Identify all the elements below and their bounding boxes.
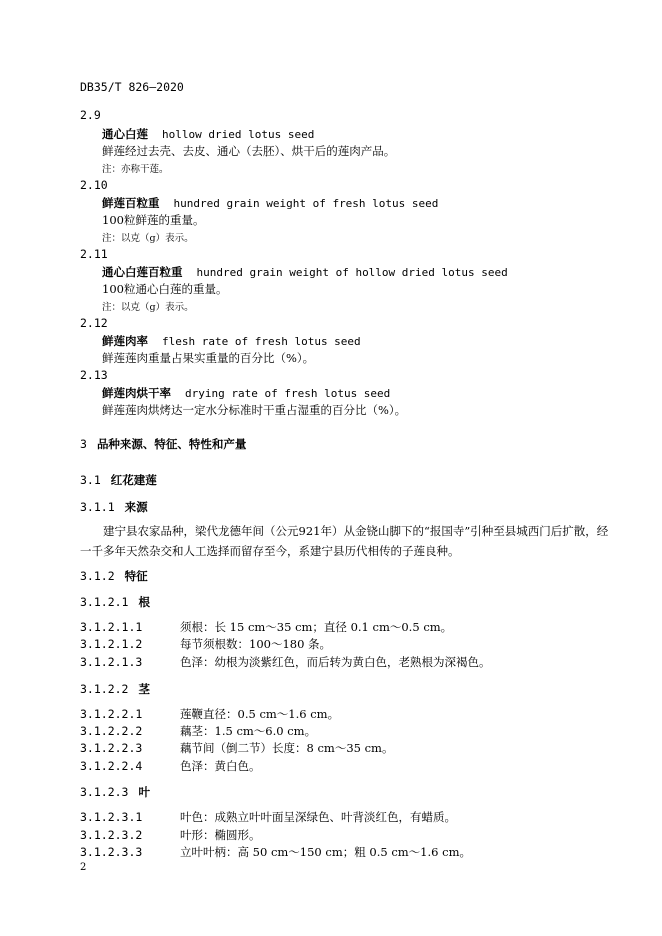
document-id: DB35/T 826—2020 <box>80 80 184 94</box>
list-item <box>80 619 452 635</box>
page-number: 2 <box>80 862 87 873</box>
term-number: 2.13 <box>80 368 108 382</box>
term-chinese: 鲜莲肉率 <box>102 334 148 348</box>
subsection-heading <box>80 499 148 515</box>
section-title: 茎 <box>138 682 150 696</box>
item-number: 3.1.2.3.3 <box>80 845 143 859</box>
section-title: 来源 <box>124 500 148 514</box>
list-item <box>80 809 456 825</box>
item-text: 藕茎：1.5 cm～6.0 cm。 <box>180 724 317 738</box>
item-text: 色泽：幼根为淡紫红色，而后转为黄白色，老熟根为深褐色。 <box>180 655 491 669</box>
subsection-heading <box>80 681 150 697</box>
term-definition: 100粒通心白莲的重量。 <box>102 282 228 296</box>
subsection-heading <box>80 784 150 800</box>
list-item <box>80 827 261 843</box>
item-text: 色泽：黄白色。 <box>180 759 261 773</box>
term-chinese: 通心白莲 <box>102 127 148 141</box>
term-note: 注：以克（g）表示。 <box>102 302 194 313</box>
item-number: 3.1.2.2.1 <box>80 707 143 721</box>
term-title <box>102 195 438 211</box>
section-title: 叶 <box>138 785 150 799</box>
item-text: 每节须根数：100～180 条。 <box>180 637 332 651</box>
item-number: 3.1.2.2.2 <box>80 724 143 738</box>
term-note: 注：亦称干莲。 <box>102 164 169 175</box>
term-title <box>102 385 390 401</box>
item-text: 立叶叶柄：高 50 cm～150 cm；粗 0.5 cm～1.6 cm。 <box>180 845 471 859</box>
item-text: 莲鞭直径：0.5 cm～1.6 cm。 <box>180 707 340 721</box>
subsection-heading <box>80 472 157 488</box>
item-number: 3.1.2.1.3 <box>80 655 143 669</box>
term-title <box>102 333 361 349</box>
list-item <box>80 723 316 739</box>
term-definition: 100粒鲜莲的重量。 <box>102 213 205 227</box>
term-english: hollow dried lotus seed <box>162 128 315 141</box>
item-number: 3.1.2.3.1 <box>80 810 143 824</box>
term-english: hundred grain weight of hollow dried lotus seed <box>196 266 508 279</box>
term-title <box>102 126 314 142</box>
section-number: 3.1.1 <box>80 500 115 514</box>
item-number: 3.1.2.1.2 <box>80 637 143 651</box>
term-definition: 鲜莲莲肉重量占果实重量的百分比（%）。 <box>102 351 315 365</box>
term-number: 2.10 <box>80 178 108 192</box>
term-number: 2.11 <box>80 247 108 261</box>
term-note: 注：以克（g）表示。 <box>102 233 194 244</box>
subsection-heading <box>80 594 150 610</box>
item-text: 叶色：成熟立叶叶面呈深绿色、叶背淡红色，有蜡质。 <box>180 810 456 824</box>
item-text: 藕节间（倒二节）长度：8 cm～35 cm。 <box>180 741 394 755</box>
term-title <box>102 264 508 280</box>
term-definition: 鲜莲莲肉烘烤达一定水分标准时干重占湿重的百分比（%）。 <box>102 403 407 417</box>
section-title: 根 <box>138 595 150 609</box>
list-item <box>80 844 471 860</box>
term-english: flesh rate of fresh lotus seed <box>162 335 361 348</box>
list-item <box>80 758 261 774</box>
term-chinese: 通心白莲百粒重 <box>102 265 183 279</box>
term-number: 2.12 <box>80 316 108 330</box>
term-number: 2.9 <box>80 108 101 122</box>
section-title: 品种来源、特征、特性和产量 <box>96 437 247 451</box>
term-chinese: 鲜莲百粒重 <box>102 196 160 210</box>
item-text: 须根：长 15 cm～35 cm；直径 0.1 cm～0.5 cm。 <box>180 620 453 634</box>
section-title: 红花建莲 <box>110 473 157 487</box>
subsection-heading <box>80 568 148 584</box>
list-item <box>80 740 393 756</box>
item-number: 3.1.2.2.4 <box>80 759 143 773</box>
section-title: 特征 <box>124 569 148 583</box>
section-heading <box>80 436 246 452</box>
section-number: 3.1.2 <box>80 569 115 583</box>
item-number: 3.1.2.3.2 <box>80 828 143 842</box>
term-chinese: 鲜莲肉烘干率 <box>102 386 171 400</box>
list-item <box>80 654 491 670</box>
item-text: 叶形：椭圆形。 <box>180 828 261 842</box>
section-number: 3.1.2.2 <box>80 682 129 696</box>
term-english: drying rate of fresh lotus seed <box>185 387 391 400</box>
section-number: 3.1 <box>80 473 101 487</box>
item-number: 3.1.2.2.3 <box>80 741 143 755</box>
section-number: 3.1.2.3 <box>80 785 129 799</box>
term-definition: 鲜莲经过去壳、去皮、通心（去胚）、烘干后的莲肉产品。 <box>102 144 396 158</box>
list-item <box>80 706 339 722</box>
item-number: 3.1.2.1.1 <box>80 620 143 634</box>
section-number: 3 <box>80 437 87 451</box>
section-number: 3.1.2.1 <box>80 595 129 609</box>
source-paragraph: 建宁县农家品种，梁代龙德年间（公元921年）从金铙山脚下的“报国寺”引种至县城西门后扩散，经一千多年天然杂交和人工选择而留存至今，系建宁县历代相传的子莲良种。 <box>80 524 609 558</box>
term-english: hundred grain weight of fresh lotus seed <box>173 197 439 210</box>
list-item <box>80 636 331 652</box>
